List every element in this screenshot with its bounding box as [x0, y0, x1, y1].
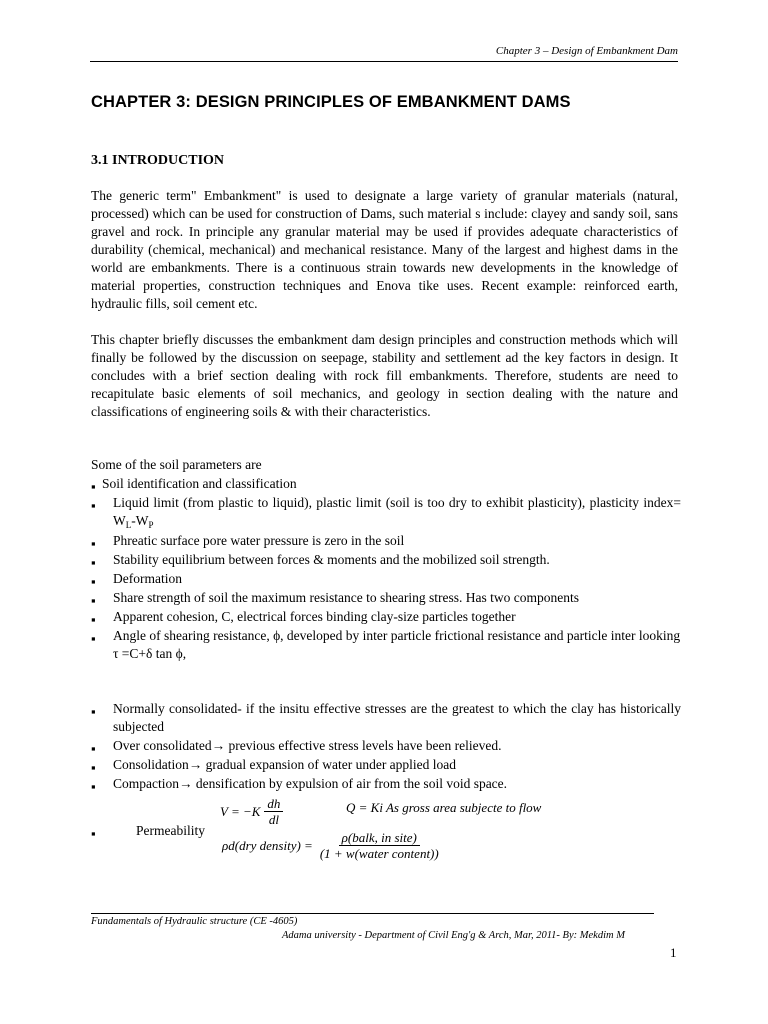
- intro-paragraph-1: The generic term" Embankment" is used to designate a large variety of granular materials (natural, processed) which can be used for construction of Dams, such material s include: clayey and sandy soil, sans gravel and rock. In principle any granular material may be used if provides adequate characteristics of durability (chemical, mechanical) and mechanical resistance. Many of the largest and highest dams in the world are embankments. There is a continuous strain towards new developments in the knowledge of material properties, construction techniques and Enova tike uses. Recent example: reinforced earth, hydraulic fills, soil cement etc.: [91, 188, 678, 311]
- list-item: ▪ Over consolidated→ previous effective stress levels have been relieved.: [91, 738, 502, 756]
- list-item: ▪ Compaction→ densification by expulsion of air from the soil void space.: [91, 776, 508, 794]
- bullet-icon: ▪: [91, 826, 96, 841]
- list-item: ▪ Soil identification and classification: [91, 476, 297, 494]
- darcy-velocity-equation: V = −K $\frac{dh}{dl}$: [220, 796, 287, 828]
- list-item: ▪ Angle of shearing resistance, ϕ, developed by inter particle frictional resistance and particle inter looking τ =C+δ tan ϕ,: [91, 628, 681, 661]
- fraction: $\frac{dh}{dl}$: [264, 796, 283, 828]
- fraction: $\frac{\text{ρ(balk, in site)}}{\text{(1 + w(water content))}}$: [319, 830, 439, 861]
- consolidation-list: [91, 700, 681, 794]
- bullet-icon: ▪: [91, 612, 96, 627]
- bullet-icon: ▪: [91, 498, 96, 513]
- soil-params-intro: Some of the soil parameters are: [91, 457, 262, 472]
- list-item: ▪ Phreatic surface pore water pressure is zero in the soil: [91, 533, 405, 551]
- dry-density-equation: ρd(dry density) = $\frac{\text{ρ(balk, in site)}}{\text{(1 + w(water content))}}$: [222, 830, 446, 862]
- bullet-icon: ▪: [91, 760, 96, 775]
- soil-parameters-list: [91, 475, 681, 664]
- list-item: ▪ Consolidation→ gradual expansion of water under applied load: [91, 757, 457, 775]
- page-number: 1: [670, 945, 677, 960]
- bullet-icon: ▪: [91, 779, 96, 794]
- list-item: ▪ Normally consolidated- if the insitu effective stresses are the greatest to which the clay has historically subjected: [91, 701, 681, 734]
- bullet-icon: ▪: [91, 555, 96, 570]
- bullet-icon: ▪: [91, 574, 96, 589]
- bullet-icon: ▪: [91, 631, 96, 646]
- intro-paragraph-2: This chapter briefly discusses the embankment dam design principles and construction methods which will finally be followed by the discussion on seepage, stability and settlement ad the key factors in design. It concludes with a brief section dealing with rock fill embankments. Therefore, students are need to recapitulate basic elements of soil mechanics, and geology in section dealing with the nature and classifications of engineering soils & with their characteristics.: [91, 332, 678, 419]
- flow-rate-equation: Q = Ki As gross area subjecte to flow: [346, 800, 542, 815]
- bullet-icon: ▪: [91, 704, 96, 719]
- footer-divider: [91, 913, 654, 914]
- permeability-label: Permeability: [136, 823, 205, 838]
- running-header: Chapter 3 – Design of Embankment Dam: [90, 45, 678, 62]
- list-item: ▪ Deformation: [91, 571, 182, 589]
- list-item: ▪ Liquid limit (from plastic to liquid), plastic limit (soil is too dry to exhibit plasticity), plasticity index= $W_L-W_P$: [91, 495, 681, 530]
- bullet-icon: ▪: [91, 479, 96, 494]
- chapter-title: CHAPTER 3: DESIGN PRINCIPLES OF EMBANKMENT DAMS: [91, 93, 571, 111]
- footer-course: Fundamentals of Hydraulic structure (CE -4605): [91, 916, 298, 927]
- list-item: ▪ Apparent cohesion, C, electrical forces binding clay-size particles together: [91, 609, 516, 627]
- list-item: ▪ Share strength of soil the maximum resistance to shearing stress. Has two components: [91, 590, 580, 608]
- section-heading: 3.1 INTRODUCTION: [91, 153, 225, 168]
- bullet-icon: ▪: [91, 741, 96, 756]
- footer-institution: Adama university - Department of Civil Eng'g & Arch, Mar, 2011- By: Mekdim M: [282, 930, 625, 941]
- bullet-icon: ▪: [91, 536, 96, 551]
- list-item: ▪ Stability equilibrium between forces & moments and the mobilized soil strength.: [91, 552, 550, 570]
- shear-strength-formula: τ =C+δ tan ϕ,: [113, 646, 187, 661]
- bullet-icon: ▪: [91, 593, 96, 608]
